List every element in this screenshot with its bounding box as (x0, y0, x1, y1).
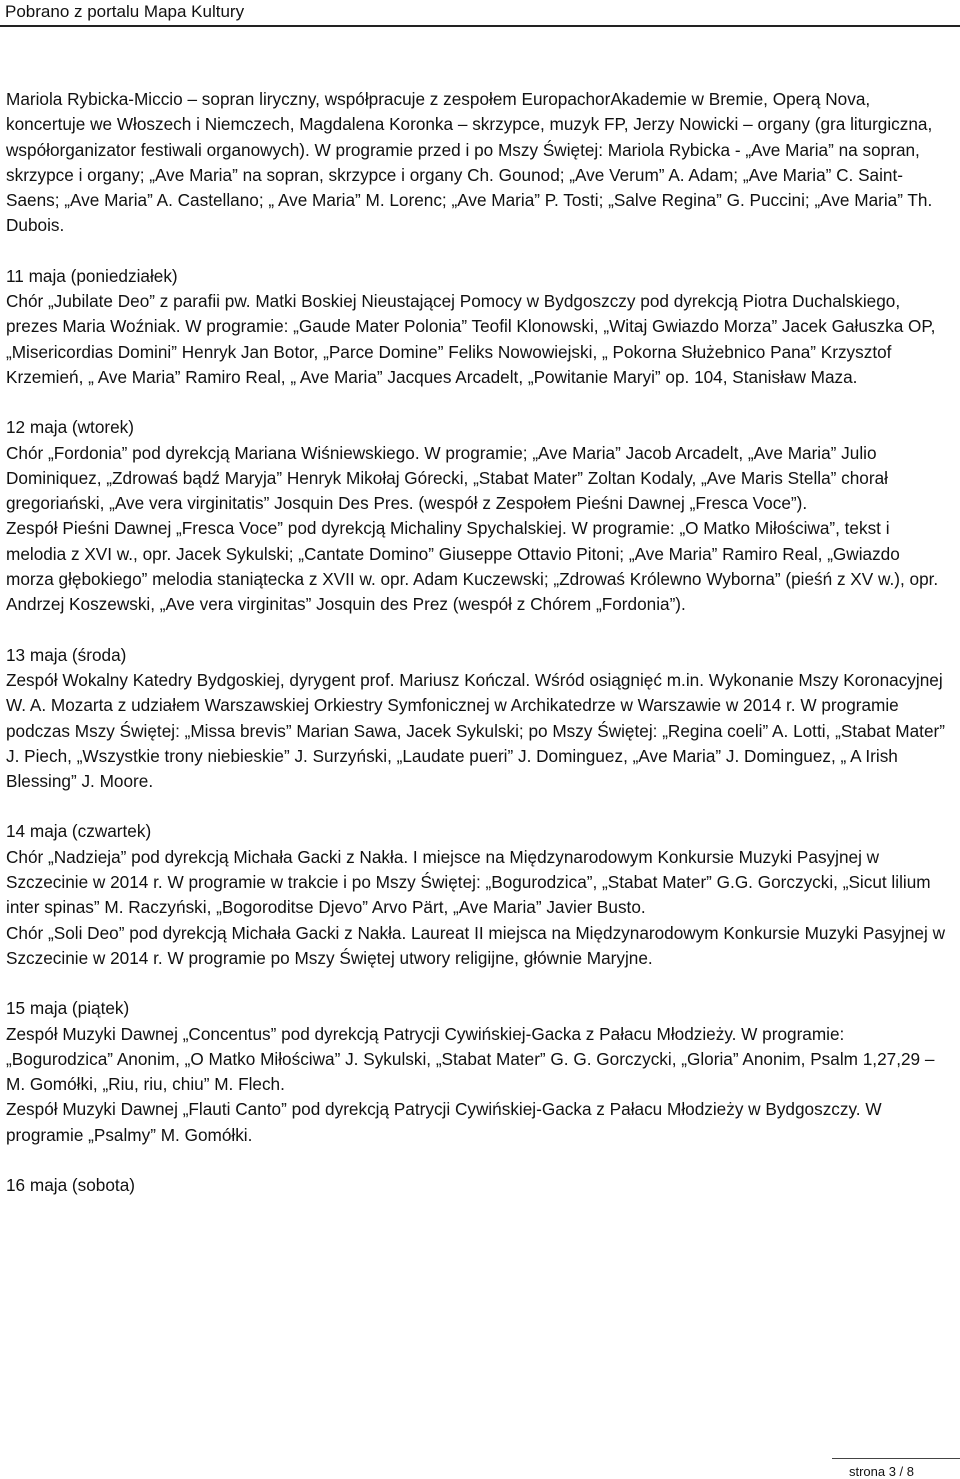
date-heading-13: 13 maja (środa) (6, 644, 127, 665)
spacer (6, 971, 950, 996)
header-title: Pobrano z portalu Mapa Kultury (5, 2, 245, 21)
paragraph-13: Zespół Wokalny Katedry Bydgoskiej, dyrygent prof. Mariusz Kończal. Wśród osiągnięć m.in. Wykonanie Mszy Koronacyjnej W. A. Mozarta z udziałem Warszawskiej Orkiestry Symfonicznej w Archikatedrze w Warszawie w 2014 r. W programie podczas Mszy Świętej: „Missa brevis” Marian Sawa, Jacek Sykulski; po Mszy Świętej: „Regina coeli” A. Lotti, „Stabat Mater” J. Piech, „Wszystkie trony niebieskie” J. Surzyński, „Laudate pueri” J. Dominguez, „Ave Maria” J. Dominguez, „ A Irish Blessing” J. Moore. (6, 669, 945, 792)
document-body (6, 87, 950, 1198)
spacer (6, 390, 950, 415)
date-heading-11: 11 maja (poniedziałek) (6, 265, 178, 286)
paragraph-11: Chór „Jubilate Deo” z parafii pw. Matki Boskiej Nieustającej Pomocy w Bydgoszczy pod dyrekcją Piotra Duchalskiego, prezes Maria Woźniak. W programie: „Gaude Mater Polonia” Teofil Klonowski, „Witaj Gwiazdo Morza” Jacek Gałuszka OP, „Misericordias Domini” Henryk Jan Botor, „Parce Domine” Feliks Nowowiejski, „ Pokorna Służebnico Pana” Krzysztof Krzemień, „ Ave Maria” Ramiro Real, „ Ave Maria” Jacques Arcadelt, „Powitanie Maryi” op. 104, Stanisław Maza. (6, 291, 936, 387)
date-heading-16: 16 maja (sobota) (6, 1174, 135, 1195)
paragraph-15b: Zespół Muzyki Dawnej „Flauti Canto” pod dyrekcją Patrycji Cywińskiej-Gacka z Pałacu Młodzieży w Bydgoszczy. W programie „Psalmy” M. Gomółki. (6, 1099, 882, 1145)
footer-divider (832, 1458, 960, 1459)
paragraph-12a: Chór „Fordonia” pod dyrekcją Mariana Wiśniewskiego. W programie; „Ave Maria” Jacob Arcadelt, „Ave Maria” Julio Dominiquez, „Zdrowaś bądź Maryja” Henryk Mikołaj Górecki, „Stabat Mater” Zoltan Kodaly, „Ave Maris Stella” chorał gregoriański, „Ave vera virginitatis” Josquin Des Pres. (wespół z Zespołem Pieśni Dawnej „Fresca Voce”). (6, 442, 888, 514)
header-divider (0, 25, 960, 27)
spacer (6, 239, 950, 264)
spacer (6, 618, 950, 643)
page-header (0, 0, 960, 22)
paragraph-14b: Chór „Soli Deo” pod dyrekcją Michała Gacki z Nakła. Laureat II miejsca na Międzynarodowym Konkursie Muzyki Pasyjnej w Szczecinie w 2014 r. W programie po Mszy Świętej utwory religijne, głównie Maryjne. (6, 922, 946, 968)
spacer (6, 1148, 950, 1173)
spacer (6, 794, 950, 819)
date-heading-14: 14 maja (czwartek) (6, 821, 152, 842)
paragraph-15a: Zespół Muzyki Dawnej „Concentus” pod dyrekcją Patrycji Cywińskiej-Gacka z Pałacu Młodzieży. W programie: „Bogurodzica” Anonim, „O Matko Miłościwa” J. Sykulski, „Stabat Mater” G. G. Gorczycki, „Gloria” Anonim, Psalm 1,27,29 – M. Gomółki, „Riu, riu, chiu” M. Flech. (6, 1023, 935, 1095)
paragraph-12b: Zespół Pieśni Dawnej „Fresca Voce” pod dyrekcją Michaliny Spychalskiej. W programie: „O Matko Miłościwa”, tekst i melodia z XVI w., opr. Jacek Sykulski; „Cantate Domino” Giuseppe Ottavio Pitoni; „Ave Maria” Ramiro Real, „Gwiazdo morza głębokiego” melodia staniątecka z XVII w. opr. Adam Kuczewski; „Zdrowaś Królewno Wyborna” (pieśń z XV w.), opr. Andrzej Koszewski, „Ave vera virginitas” Josquin des Prez (wespół z Chórem „Fordonia”). (6, 518, 939, 615)
paragraph-intro: Mariola Rybicka-Miccio – sopran liryczny, współpracuje z zespołem EuropachorAkademie w Bremie, Operą Nova, koncertuje we Włoszech i Niemczech, Magdalena Koronka – skrzypce, muzyk FP, Jerzy Nowicki – organy (gra liturgiczna, współorganizator festiwali organowych). W programie przed i po Mszy Świętej: Mariola Rybicka - „Ave Maria” na sopran, skrzypce i organy; „Ave Maria” na sopran, skrzypce i organy Ch. Gounod; „Ave Verum” A. Adam; „Ave Maria” C. Saint-Saens; „Ave Maria” A. Castellano; „ Ave Maria” M. Lorenc; „Ave Maria” P. Tosti; „Salve Regina” G. Puccini; „Ave Maria” Th. Dubois. (6, 89, 933, 236)
date-heading-15: 15 maja (piątek) (6, 998, 130, 1019)
paragraph-14a: Chór „Nadzieja” pod dyrekcją Michała Gacki z Nakła. I miejsce na Międzynarodowym Konkursie Muzyki Pasyjnej w Szczecinie w 2014 r. W programie w trakcie i po Mszy Świętej: „Bogurodzica”, „Stabat Mater” G.G. Gorczycki, „Sicut lilium inter spinas” M. Raczyński, „Bogoroditse Djevo” Arvo Pärt, „Ave Maria” Javier Busto. (6, 846, 931, 918)
date-heading-12: 12 maja (wtorek) (6, 417, 134, 438)
page-number: strona 3 / 8 (848, 1464, 914, 1479)
